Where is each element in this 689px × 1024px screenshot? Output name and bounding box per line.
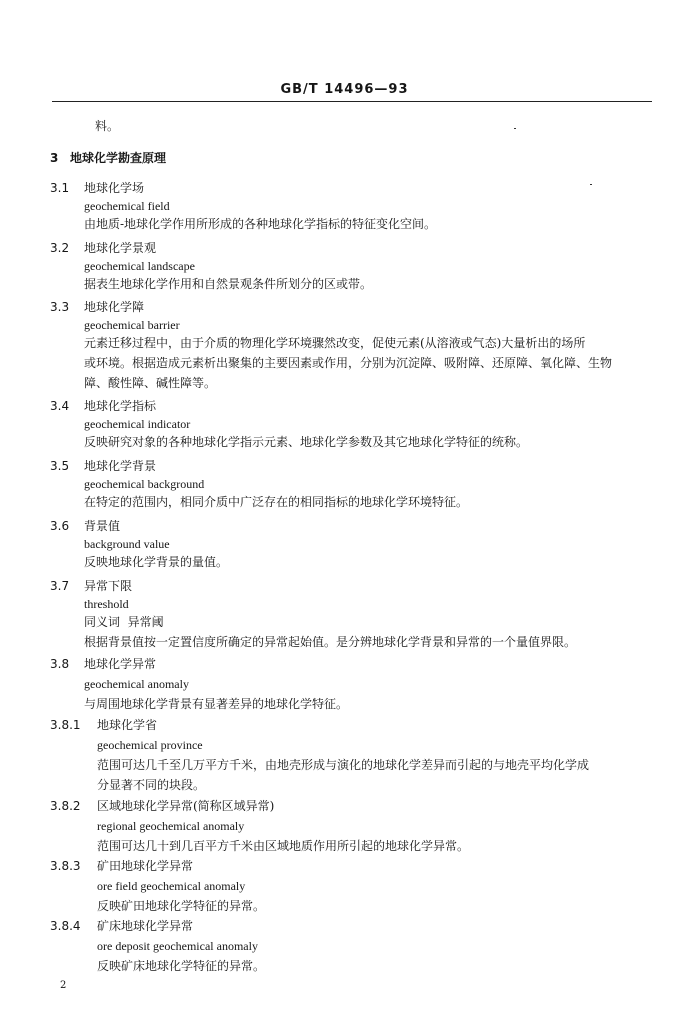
term-zh: 背景值 (84, 519, 121, 533)
term-definition: 分显著不同的块段。 (97, 778, 206, 792)
term-zh: 矿床地球化学异常 (97, 919, 194, 933)
term-definition: 反映地球化学背景的量值。 (84, 555, 229, 569)
term-en: geochemical background (84, 477, 205, 491)
page-number: 2 (60, 980, 67, 991)
term-number: 3.8.4 (50, 919, 81, 933)
term-definition: 在特定的范围内，相同介质中广泛存在的相同指标的地球化学环境特征。 (84, 495, 469, 509)
term-zh: 异常下限 (84, 579, 133, 593)
term-en: geochemical indicator (84, 417, 191, 431)
term-en: ore field geochemical anomaly (97, 879, 246, 893)
term-en: threshold (84, 597, 129, 611)
intro-tail: 料。 (95, 119, 120, 133)
term-en: geochemical landscape (84, 259, 195, 273)
term-definition: 范围可达几十到几百平方千米由区域地质作用所引起的地球化学异常。 (97, 839, 470, 853)
term-definition: 范围可达几千至几万平方千米，由地壳形成与演化的地球化学差异而引起的与地壳平均化学成 (97, 758, 590, 772)
standard-code-header: GB/T 14496—93 (280, 82, 409, 97)
term-zh: 地球化学异常 (84, 657, 157, 671)
term-en: geochemical anomaly (84, 677, 189, 691)
term-definition: 障、酸性障、碱性障等。 (84, 376, 217, 390)
term-zh: 地球化学背景 (84, 459, 157, 473)
term-en: regional geochemical anomaly (97, 819, 245, 833)
term-number: 3.2 (50, 241, 70, 255)
term-definition: 元素迁移过程中，由于介质的物理化学环境骤然改变，促使元素(从溶液或气态)大量析出的场所 (84, 336, 586, 350)
term-en: geochemical barrier (84, 318, 180, 332)
scan-speck (590, 184, 592, 185)
term-number: 3.3 (50, 300, 70, 314)
term-synonym: 同义词 异常阈 (84, 615, 164, 629)
term-definition: 根据背景值按一定置信度所确定的异常起始值。是分辨地球化学背景和异常的一个量值界限。 (84, 635, 577, 649)
section-title: 地球化学勘查原理 (70, 151, 167, 165)
section-number: 3 (50, 151, 59, 165)
term-definition: 与周围地球化学背景有显著差异的地球化学特征。 (84, 697, 349, 711)
term-number: 3.8 (50, 657, 70, 671)
term-definition: 反映矿床地球化学特征的异常。 (97, 959, 266, 973)
term-definition: 反映研究对象的各种地球化学指示元素、地球化学参数及其它地球化学特征的统称。 (84, 435, 529, 449)
term-zh: 矿田地球化学异常 (97, 859, 194, 873)
term-definition: 或环境。根据造成元素析出聚集的主要因素或作用，分别为沉淀障、吸附障、还原障、氧化障、生物 (84, 356, 613, 370)
term-definition: 反映矿田地球化学特征的异常。 (97, 899, 266, 913)
term-zh: 地球化学场 (84, 181, 145, 195)
term-definition: 由地质-地球化学作用所形成的各种地球化学指标的特征变化空间。 (84, 217, 437, 231)
term-zh: 地球化学障 (84, 300, 145, 314)
term-zh: 地球化学指标 (84, 399, 157, 413)
term-en: ore deposit geochemical anomaly (97, 939, 258, 953)
term-number: 3.6 (50, 519, 70, 533)
term-number: 3.1 (50, 181, 70, 195)
term-en: background value (84, 537, 170, 551)
term-en: geochemical field (84, 199, 170, 213)
term-number: 3.4 (50, 399, 70, 413)
term-number: 3.8.2 (50, 799, 81, 813)
term-zh: 区域地球化学异常(简称区域异常) (97, 799, 275, 813)
scan-speck (514, 128, 516, 129)
term-number: 3.8.3 (50, 859, 81, 873)
term-zh: 地球化学景观 (84, 241, 157, 255)
term-zh: 地球化学省 (97, 718, 158, 732)
term-number: 3.8.1 (50, 718, 81, 732)
term-definition: 据表生地球化学作用和自然景观条件所划分的区或带。 (84, 277, 373, 291)
term-number: 3.7 (50, 579, 70, 593)
term-en: geochemical province (97, 738, 203, 752)
term-number: 3.5 (50, 459, 70, 473)
header-rule (52, 101, 652, 102)
